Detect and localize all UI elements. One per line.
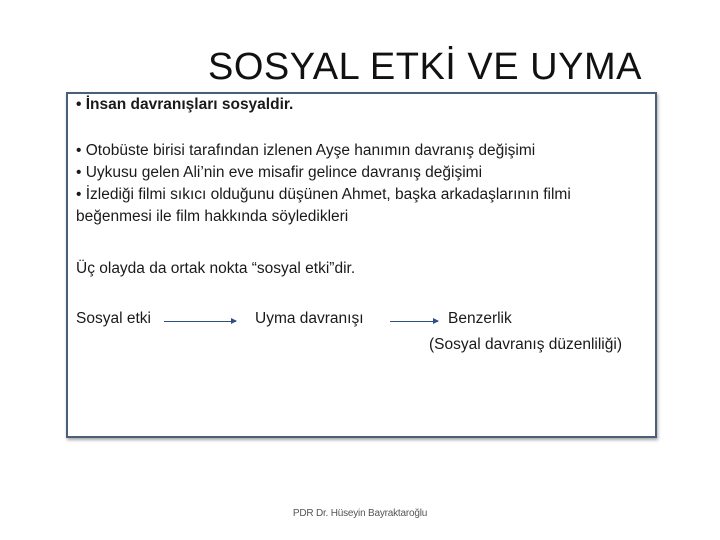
bullet-item: • İzlediği filmi sıkıcı olduğunu düşünen Ahmet, başka arkadaşlarının filmi [76,186,571,203]
footer-author: PDR Dr. Hüseyin Bayraktaroğlu [292,508,428,519]
flow-arrow-right-icon [164,321,236,322]
bullet-item: • Otobüste birisi tarafından izlenen Ayşe hanımın davranış değişimi [76,142,536,159]
bullet-item-continuation: beğenmesi ile film hakkında söyledikleri [76,208,349,225]
slide-title: SOSYAL ETKİ VE UYMA [208,46,642,88]
summary-line: Üç olayda da ortak nokta “sosyal etki”dir. [76,260,356,277]
flow-arrow-right-icon [390,321,438,322]
flow-step-similarity: Benzerlik [448,310,512,327]
flow-step-similarity-detail: (Sosyal davranış düzenliliği) [429,336,622,353]
bullet-item: • Uykusu gelen Ali’nin eve misafir gelince davranış değişimi [76,164,483,181]
intro-line: • İnsan davranışları sosyaldir. [76,96,294,113]
flow-step-social-influence: Sosyal etki [76,310,151,327]
flow-step-conformity: Uyma davranışı [255,310,364,327]
content-box [66,92,657,438]
